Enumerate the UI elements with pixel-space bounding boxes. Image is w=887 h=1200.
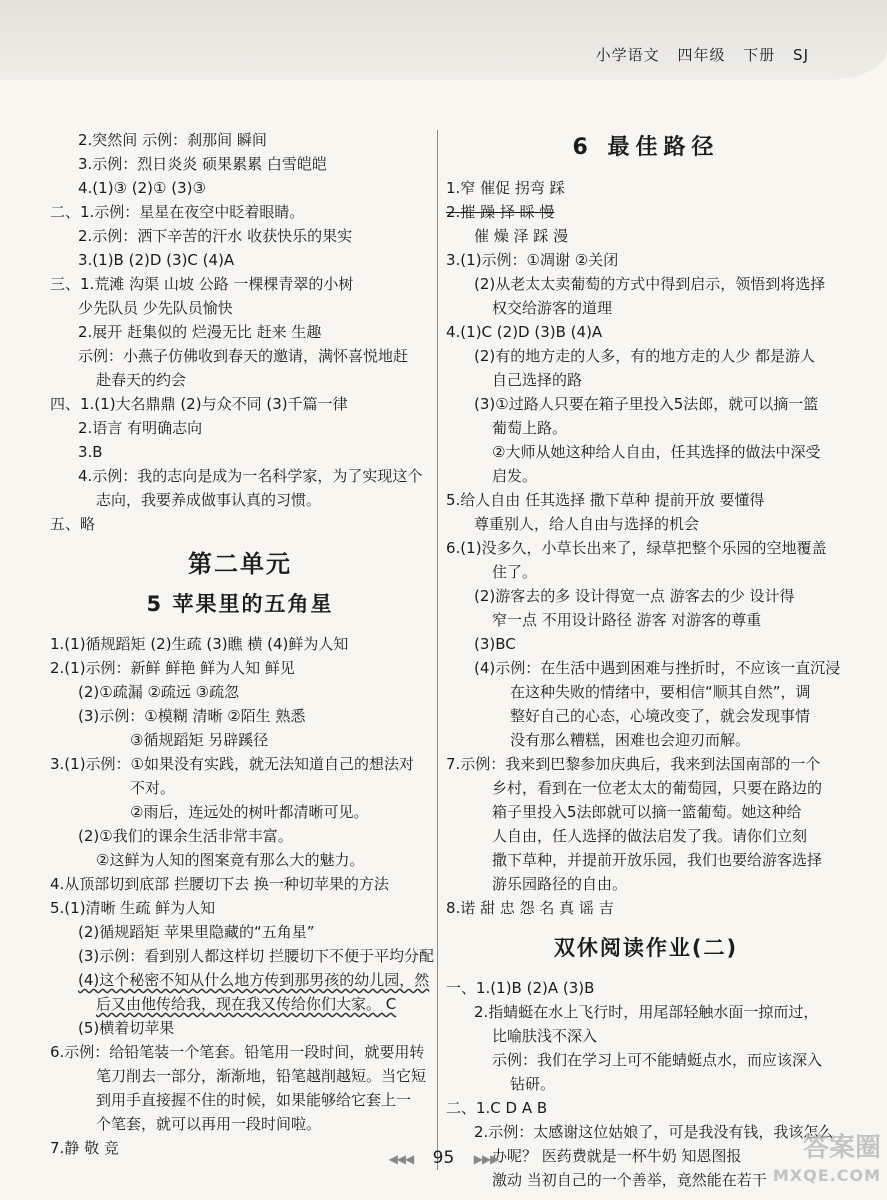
- prev-arrows-icon: ◀◀◀: [388, 1152, 414, 1166]
- answer-line: (3)示例：看到别人都这样切 拦腰切下不便于平均分配: [78, 947, 435, 965]
- answer-line: 一、1.(1)B (2)A (3)B: [446, 979, 595, 997]
- weekend-title: 双休阅读作业(二): [553, 936, 739, 960]
- answer-line: (2)循规蹈矩 苹果里隐藏的“五角星”: [78, 923, 315, 941]
- answer-line: 尊重别人，给人自由与选择的机会: [474, 515, 700, 533]
- answer-line: 1.窄 催促 拐弯 踩: [446, 179, 565, 197]
- answer-line: 激动 当初自己的一个善举，竟然能在若干: [492, 1171, 767, 1189]
- answer-line: 不对。: [130, 779, 176, 797]
- next-arrows-icon: ▶▶▶: [473, 1152, 499, 1166]
- header-volume: 下册: [743, 46, 776, 64]
- answer-line: (3)示例：①模糊 清晰 ②陌生 熟悉: [78, 707, 306, 725]
- answer-line: 2.摧 躁 择 睬 慢: [446, 203, 555, 221]
- header-band: [0, 0, 887, 80]
- answer-line: 笔刀削去一部分，渐渐地，铅笔越削越短。当它短: [96, 1067, 427, 1085]
- answer-line: (5)横着切苹果: [78, 1019, 175, 1037]
- answer-line: 自己选择的路: [492, 371, 583, 389]
- answer-line: (2)从老太太卖葡萄的方式中得到启示，领悟到将选择: [474, 275, 826, 293]
- answer-line: 3.(1)示例：①如果没有实践，就无法知道自己的想法对: [50, 755, 415, 773]
- answer-line: 后又由他传给我，现在我又传给你们大家。 C: [96, 995, 397, 1013]
- answer-line: 到用手直接握不住的时候，如果能够给它套上一: [96, 1091, 412, 1109]
- answer-line: 6.(1)没多久，小草长出来了，绿草把整个乐园的空地覆盖: [446, 539, 827, 557]
- answer-line: 7.示例：我来到巴黎参加庆典后，我来到法国南部的一个: [446, 755, 821, 773]
- lesson5-answers: [50, 632, 435, 1160]
- lesson5-title: 5 苹果里的五角星: [146, 592, 334, 616]
- answer-line: 6.示例：给铅笔装一个笔套。铅笔用一段时间，就要用转: [50, 1043, 425, 1061]
- answer-line: (4)示例：在生活中遇到困难与挫折时，不应该一直沉浸: [474, 659, 841, 677]
- lesson6-title: 6 最佳路径: [572, 135, 720, 160]
- answer-line: 2.示例：洒下辛苦的汗水 收获快乐的果实: [78, 227, 353, 245]
- answer-line: 三、1.荒滩 沟渠 山坡 公路 一棵棵青翠的小树: [50, 275, 354, 293]
- watermark-line1: 答案圈: [802, 1133, 881, 1163]
- answer-line: 少先队员 少先队员愉快: [78, 299, 233, 317]
- answer-line: 2.突然间 示例：刹那间 瞬间: [78, 131, 267, 149]
- answer-line: 启发。: [492, 467, 538, 485]
- answer-line: 4.(1)C (2)D (3)B (4)A: [446, 323, 603, 341]
- answer-line: 个笔套，就可以再用一段时间啦。: [96, 1115, 322, 1133]
- left-column: [50, 128, 435, 1160]
- answer-line: 四、1.(1)大名鼎鼎 (2)与众不同 (3)千篇一律: [50, 395, 348, 413]
- answer-line: ②雨后，连远处的树叶都清晰可见。: [130, 803, 369, 821]
- answer-line: 5.(1)清晰 生疏 鲜为人知: [50, 899, 216, 917]
- answer-line: 游乐园路径的自由。: [492, 875, 628, 893]
- unit1-answers: [50, 128, 430, 536]
- answer-line: 住了。: [492, 563, 538, 581]
- header-subject: 小学语文: [595, 46, 660, 64]
- answer-line: 催 燥 泽 踩 漫: [474, 227, 569, 245]
- answer-line: ②大师从她这种给人自由，任其选择的做法中深受: [492, 443, 821, 461]
- answer-line: (3)①过路人只要在箱子里投入5法郎，就可以摘一篮: [474, 395, 819, 413]
- page-number: 95: [432, 1148, 455, 1168]
- answer-line: 2.语言 有明确志向: [78, 419, 203, 437]
- answer-line: 在这种失败的情绪中，要相信“顺其自然”，调: [510, 683, 811, 701]
- answer-line: 2.展开 赶集似的 烂漫无比 赶来 生趣: [78, 323, 322, 341]
- answer-line: 比喻肤浅不深入: [492, 1027, 598, 1045]
- answer-line: 7.静 敬 竞: [50, 1139, 119, 1157]
- answer-line: 二、1.C D A B: [446, 1099, 548, 1117]
- answer-line: 2.指蜻蜓在水上飞行时，用尾部轻触水面一掠而过，: [474, 1003, 819, 1021]
- answer-line: 窄一点 不用设计路径 游客 对游客的尊重: [492, 611, 762, 629]
- answer-line: 钻研。: [510, 1075, 556, 1093]
- answer-line: 8.诺 甜 忠 怨 名 真 谣 吉: [446, 899, 614, 917]
- right-column: [446, 128, 846, 1192]
- answer-line: (2)①疏漏 ②疏远 ③疏忽: [78, 683, 240, 701]
- watermark-logo: [741, 1134, 881, 1196]
- answer-line: 2.示例：太感谢这位姑娘了，可是我没有钱，我该怎么: [474, 1123, 834, 1141]
- answer-line: 整好自己的心态，心境改变了，就会发现事情: [510, 707, 811, 725]
- unit-title: 第二单元: [188, 550, 292, 578]
- answer-line: ③循规蹈矩 另辟蹊径: [130, 731, 269, 749]
- answer-line: 人自由，任人选择的做法启发了我。请你们立刻: [492, 827, 808, 845]
- answer-line: 1.(1)循规蹈矩 (2)生疏 (3)瞧 横 (4)鲜为人知: [50, 635, 349, 653]
- answer-line: (2)①我们的课余生活非常丰富。: [78, 827, 293, 845]
- answer-line: 3.(1)示例：①凋谢 ②关闭: [446, 251, 619, 269]
- answer-line: 权交给游客的道理: [492, 299, 613, 317]
- header-grade: 四年级: [677, 46, 726, 64]
- header-edition: SJ: [793, 46, 809, 64]
- answer-line: 撒下草种，并提前开放乐园，我们也要给游客选择: [492, 851, 823, 869]
- answer-line: 葡萄上路。: [492, 419, 568, 437]
- answer-line: 办呢？ 医药费就是一杯牛奶 知恩图报: [492, 1147, 742, 1165]
- answer-line: 乡村，看到在一位老太太的葡萄园，只要在路边的: [492, 779, 823, 797]
- answer-line: 2.(1)示例：新鲜 鲜艳 鲜为人知 鲜见: [50, 659, 295, 677]
- answer-line: (2)游客去的多 设计得宽一点 游客去的少 设计得: [474, 587, 795, 605]
- answer-line: 二、1.示例：星星在夜空中眨着眼睛。: [50, 203, 305, 221]
- answer-line: (3)BC: [474, 635, 516, 653]
- answer-line: 五、略: [50, 515, 96, 533]
- answer-line: 4.(1)③ (2)① (3)③: [78, 179, 206, 197]
- answer-line: (2)有的地方走的人多，有的地方走的人少 都是游人: [474, 347, 816, 365]
- answer-line: 示例：我们在学习上可不能蜻蜓点水，而应该深入: [492, 1051, 823, 1069]
- answer-line: 没有那么糟糕，困难也会迎刃而解。: [510, 731, 751, 749]
- answer-line: 3.示例：烈日炎炎 硕果累累 白雪皑皑: [78, 155, 327, 173]
- answer-line: 示例：小燕子仿佛收到春天的邀请，满怀喜悦地赶: [78, 347, 409, 365]
- answer-line: ②这鲜为人知的图案竟有那么大的魅力。: [96, 851, 365, 869]
- lesson6-answers: [446, 176, 846, 920]
- watermark-line2: MXQE.COM: [772, 1166, 881, 1185]
- answer-line: 3.B: [78, 443, 103, 461]
- answer-line: 4.示例：我的志向是成为一名科学家，为了实现这个: [78, 467, 423, 485]
- answer-line: 3.(1)B (2)D (3)C (4)A: [78, 251, 235, 269]
- answer-line: 志向，我要养成做事认真的习惯。: [96, 491, 322, 509]
- column-divider: [437, 130, 438, 1170]
- answer-line: (4)这个秘密不知从什么地方传到那男孩的幼儿园，然: [78, 971, 430, 989]
- answer-line: 5.给人自由 任其选择 撒下草种 提前开放 要懂得: [446, 491, 765, 509]
- answer-line: 4.从顶部切到底部 拦腰切下去 换一种切苹果的方法: [50, 875, 389, 893]
- answer-line: 赴春天的约会: [96, 371, 187, 389]
- answer-line: 箱子里投入5法郎就可以摘一篮葡萄。她这种给: [492, 803, 802, 821]
- page-header: [584, 44, 809, 65]
